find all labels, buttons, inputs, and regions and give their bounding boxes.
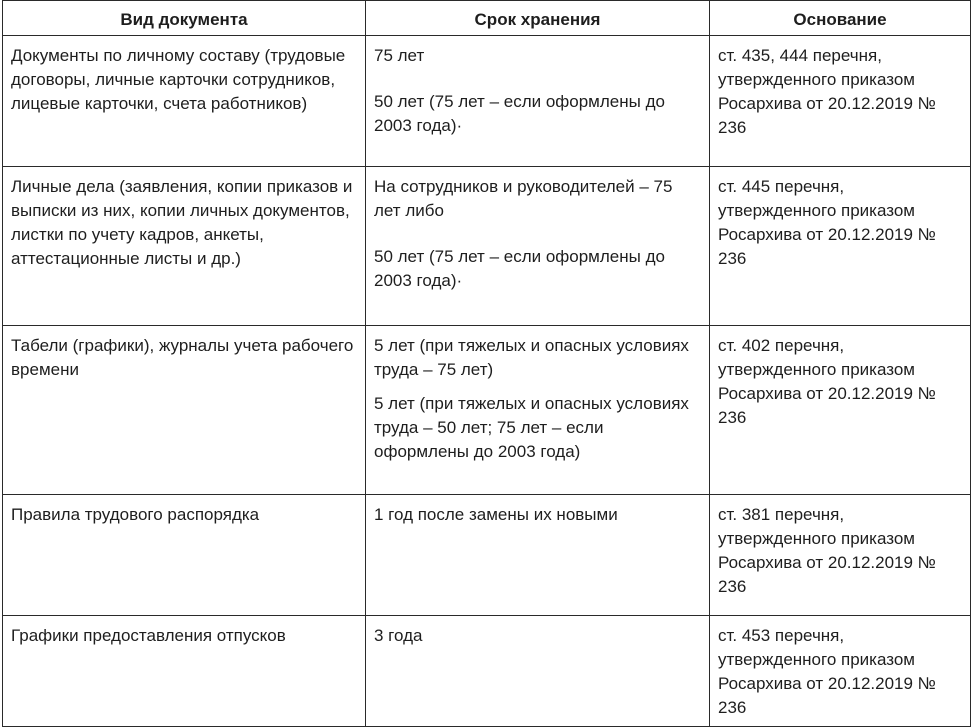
retention-periods-table (2, 0, 971, 727)
cell-basis: ст. 381 перечня, утвержденного приказом Росархива от 20.12.2019 № 236 (710, 495, 971, 616)
cell-basis: ст. 453 перечня, утвержденного приказом Росархива от 20.12.2019 № 236 (710, 616, 971, 727)
retention-term-alternative: 50 лет (75 лет – если оформлены до 2003 года)· (374, 247, 665, 290)
cell-basis: ст. 435, 444 перечня, утвержденного приказом Росархива от 20.12.2019 № 236 (710, 36, 971, 167)
table-row (3, 495, 971, 616)
table-row (3, 616, 971, 727)
cell-retention-period: 1 год после замены их новыми (366, 495, 710, 616)
header-document-type: Вид документа (3, 1, 366, 36)
retention-term-primary: 75 лет (374, 46, 425, 65)
table-row (3, 36, 971, 167)
cell-retention-period (366, 326, 710, 495)
retention-term-primary: На сотрудников и руководителей – 75 лет либо (374, 177, 673, 220)
cell-basis: ст. 445 перечня, утвержденного приказом Росархива от 20.12.2019 № 236 (710, 167, 971, 326)
cell-document-type: Личные дела (заявления, копии приказов и выписки из них, копии личных документов, листки по учету кадров, анкеты, аттестационные листы и др.) (3, 167, 366, 326)
cell-retention-period (366, 167, 710, 326)
table-row (3, 167, 971, 326)
cell-retention-period (366, 36, 710, 167)
header-retention-period: Срок хранения (366, 1, 710, 36)
table-row (3, 326, 971, 495)
retention-term-alternative: 50 лет (75 лет – если оформлены до 2003 года)· (374, 92, 665, 135)
retention-term-alternative: 5 лет (при тяжелых и опасных условиях труда – 50 лет; 75 лет – если оформлены до 2003 года) (374, 394, 689, 461)
cell-retention-period: 3 года (366, 616, 710, 727)
cell-document-type: Табели (графики), журналы учета рабочего времени (3, 326, 366, 495)
retention-term-primary: 5 лет (при тяжелых и опасных условиях труда – 75 лет) (374, 336, 689, 379)
cell-document-type: Графики предоставления отпусков (3, 616, 366, 727)
cell-document-type: Правила трудового распорядка (3, 495, 366, 616)
cell-document-type: Документы по личному составу (трудовые договоры, личные карточки сотрудников, лицевые карточки, счета работников) (3, 36, 366, 167)
table-header-row (3, 1, 971, 36)
header-basis: Основание (710, 1, 971, 36)
cell-basis: ст. 402 перечня, утвержденного приказом Росархива от 20.12.2019 № 236 (710, 326, 971, 495)
